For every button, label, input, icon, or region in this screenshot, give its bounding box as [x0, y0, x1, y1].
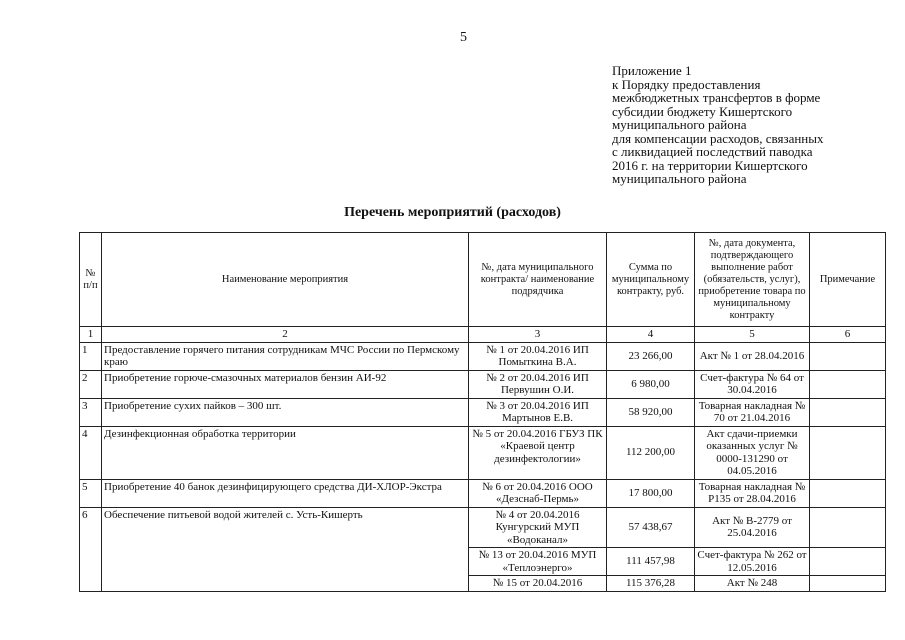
- row-number: 2: [80, 370, 102, 398]
- confirm-document: Акт № В-2779 от 25.04.2016: [695, 507, 810, 548]
- appendix-line: субсидии бюджету Кишертского: [612, 103, 793, 119]
- header-cell-contract: №, дата муниципального контракта/ наименование подрядчика: [469, 233, 607, 327]
- table-row: [80, 426, 886, 479]
- column-number-row: [80, 327, 886, 343]
- note-cell: [810, 548, 886, 576]
- table-header-row: [80, 233, 886, 327]
- header-cell-name: Наименование мероприятия: [102, 233, 469, 327]
- note-cell: [810, 426, 886, 479]
- note-cell: [810, 398, 886, 426]
- column-number: 6: [810, 327, 886, 343]
- measure-name: Приобретение горюче-смазочных материалов бензин АИ-92: [102, 370, 469, 398]
- row-number: 1: [80, 342, 102, 370]
- confirm-document: Товарная накладная № 70 от 21.04.2016: [695, 398, 810, 426]
- measure-name: Приобретение 40 банок дезинфицирующего средства ДИ-ХЛОР-Экстра: [102, 479, 469, 507]
- appendix-header: [612, 64, 892, 186]
- measure-name: Предоставление горячего питания сотрудникам МЧС России по Пермскому краю: [102, 342, 469, 370]
- contract-info: № 15 от 20.04.2016: [469, 576, 607, 592]
- contract-info: № 2 от 20.04.2016 ИП Первушин О.И.: [469, 370, 607, 398]
- note-cell: [810, 342, 886, 370]
- contract-sum: 112 200,00: [607, 426, 695, 479]
- measure-name: Приобретение сухих пайков – 300 шт.: [102, 398, 469, 426]
- column-number: 5: [695, 327, 810, 343]
- confirm-document: Товарная накладная № Р135 от 28.04.2016: [695, 479, 810, 507]
- appendix-line: с ликвидацией последствий паводка: [612, 144, 813, 159]
- confirm-document: Акт № 248: [695, 576, 810, 592]
- row-number: 6: [80, 507, 102, 591]
- row-number: 3: [80, 398, 102, 426]
- column-number: 4: [607, 327, 695, 343]
- note-cell: [810, 370, 886, 398]
- row-number: 5: [80, 479, 102, 507]
- header-cell-sum: Сумма по муниципальному контракту, руб.: [607, 233, 695, 327]
- contract-sum: 115 376,28: [607, 576, 695, 592]
- row-number: 4: [80, 426, 102, 479]
- contract-sum: 17 800,00: [607, 479, 695, 507]
- appendix-line: муниципального района: [612, 117, 747, 132]
- contract-info: № 3 от 20.04.2016 ИП Мартынов Е.В.: [469, 398, 607, 426]
- contract-info: № 4 от 20.04.2016 Кунгурский МУП «Водоканал»: [469, 507, 607, 548]
- header-cell-note: Примечание: [810, 233, 886, 327]
- appendix-line: для компенсации расходов, связанных: [612, 130, 824, 146]
- measures-table: [79, 232, 886, 592]
- column-number: 2: [102, 327, 469, 343]
- appendix-line: межбюджетных трансфертов в форме: [612, 90, 821, 105]
- contract-info: № 1 от 20.04.2016 ИП Помыткина В.А.: [469, 342, 607, 370]
- confirm-document: Акт № 1 от 28.04.2016: [695, 342, 810, 370]
- measure-name: Обеспечение питьевой водой жителей с. Усть-Кишерть: [102, 507, 469, 591]
- note-cell: [810, 479, 886, 507]
- note-cell: [810, 576, 886, 592]
- contract-sum: 58 920,00: [607, 398, 695, 426]
- contract-sum: 111 457,98: [607, 548, 695, 576]
- column-number: 3: [469, 327, 607, 343]
- table-row: [80, 398, 886, 426]
- header-cell-document: №, дата документа, подтверждающего выполнение работ (обязательств, услуг), приобретение товара по муниципальному контракту: [695, 233, 810, 327]
- page-number: 5: [460, 30, 467, 45]
- confirm-document: Счет-фактура № 64 от 30.04.2016: [695, 370, 810, 398]
- confirm-document: Акт сдачи-приемки оказанных услуг № 0000-131290 от 04.05.2016: [695, 426, 810, 479]
- column-number: 1: [80, 327, 102, 343]
- contract-info: № 5 от 20.04.2016 ГБУЗ ПК «Краевой центр дезинфектологии»: [469, 426, 607, 479]
- appendix-line: муниципального района: [612, 171, 747, 186]
- table-row: [80, 370, 886, 398]
- appendix-line: 2016 г. на территории Кишертского: [612, 157, 808, 173]
- document-title: Перечень мероприятий (расходов): [344, 205, 561, 220]
- table-row: [80, 342, 886, 370]
- contract-info: № 6 от 20.04.2016 ООО «Дезснаб-Пермь»: [469, 479, 607, 507]
- note-cell: [810, 507, 886, 548]
- confirm-document: Счет-фактура № 262 от 12.05.2016: [695, 548, 810, 576]
- appendix-line: Приложение 1: [612, 63, 692, 78]
- table-row: [80, 479, 886, 507]
- table-row: [80, 507, 886, 548]
- contract-info: № 13 от 20.04.2016 МУП «Теплоэнерго»: [469, 548, 607, 576]
- contract-sum: 23 266,00: [607, 342, 695, 370]
- header-cell-num: № п/п: [80, 233, 102, 327]
- contract-sum: 6 980,00: [607, 370, 695, 398]
- measure-name: Дезинфекционная обработка территории: [102, 426, 469, 479]
- appendix-line: к Порядку предоставления: [612, 76, 761, 92]
- contract-sum: 57 438,67: [607, 507, 695, 548]
